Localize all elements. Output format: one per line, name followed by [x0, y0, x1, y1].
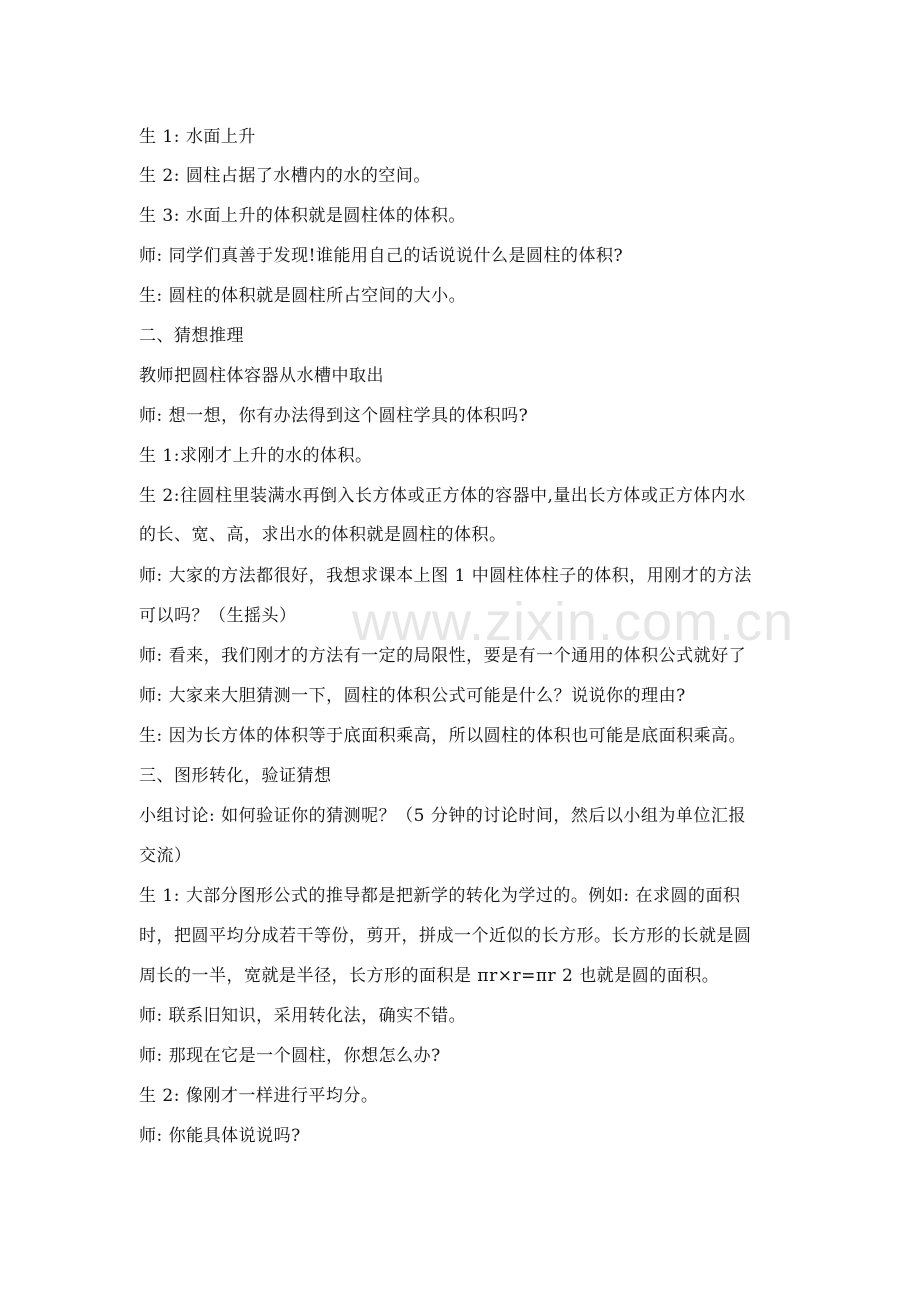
text-line: 交流）	[139, 846, 192, 866]
text-line: 教师把圆柱体容器从水槽中取出	[139, 366, 384, 386]
text-line: 生 2: 像刚才一样进行平均分。	[139, 1086, 379, 1106]
text-line: 生 2: 圆柱占据了水槽内的水的空间。	[139, 166, 431, 186]
section-heading: 三、图形转化，验证猜想	[139, 766, 332, 786]
text-line: 师: 大家来大胆猜测一下，圆柱的体积公式可能是什么？说说你的理由?	[139, 686, 686, 706]
text-line: 时，把圆平均分成若干等份，剪开，拼成一个近似的长方形。长方形的长就是圆	[139, 926, 752, 946]
watermark: www.zixin.com.cn	[352, 592, 795, 652]
text-line: 生: 圆柱的体积就是圆柱所占空间的大小。	[139, 286, 467, 306]
text-line: 周长的一半，宽就是半径，长方形的面积是 πr×r=πr 2 也就是圆的面积。	[139, 966, 720, 986]
section-heading: 二、猜想推理	[139, 326, 244, 346]
text-line: 师: 想一想，你有办法得到这个圆柱学具的体积吗?	[139, 406, 529, 426]
text-line: 生: 因为长方体的体积等于底面积乘高，所以圆柱的体积也可能是底面积乘高。	[139, 726, 747, 746]
text-line: 的长、宽、高，求出水的体积就是圆柱的体积。	[139, 525, 507, 545]
text-line: 生 3: 水面上升的体积就是圆柱体的体积。	[139, 206, 466, 226]
text-line: 生 1: 大部分图形公式的推导都是把新学的转化为学过的。例如: 在求圆的面积	[139, 886, 741, 906]
text-line: 师: 同学们真善于发现!谁能用自己的话说说什么是圆柱的体积?	[139, 246, 624, 266]
text-line: 可以吗？（生摇头）	[139, 606, 297, 626]
text-line: 师: 大家的方法都很好，我想求课本上图 1 中圆柱体柱子的体积，用刚才的方法	[139, 566, 752, 586]
text-line: 师: 那现在它是一个圆柱，你想怎么办?	[139, 1046, 441, 1066]
text-line: 生 1:求刚才上升的水的体积。	[139, 446, 373, 466]
text-line: 小组讨论: 如何验证你的猜测呢？（5 分钟的讨论时间，然后以小组为单位汇报	[139, 806, 746, 826]
text-line: 生 2:往圆柱里装满水再倒入长方体或正方体的容器中,量出长方体或正方体内水	[139, 486, 746, 506]
text-line: 师: 看来，我们刚才的方法有一定的局限性，要是有一个通用的体积公式就好了	[139, 646, 747, 666]
text-line: 师: 你能具体说说吗?	[139, 1126, 301, 1146]
text-line: 师: 联系旧知识，采用转化法，确实不错。	[139, 1006, 467, 1026]
text-line: 生 1: 水面上升	[139, 127, 256, 147]
